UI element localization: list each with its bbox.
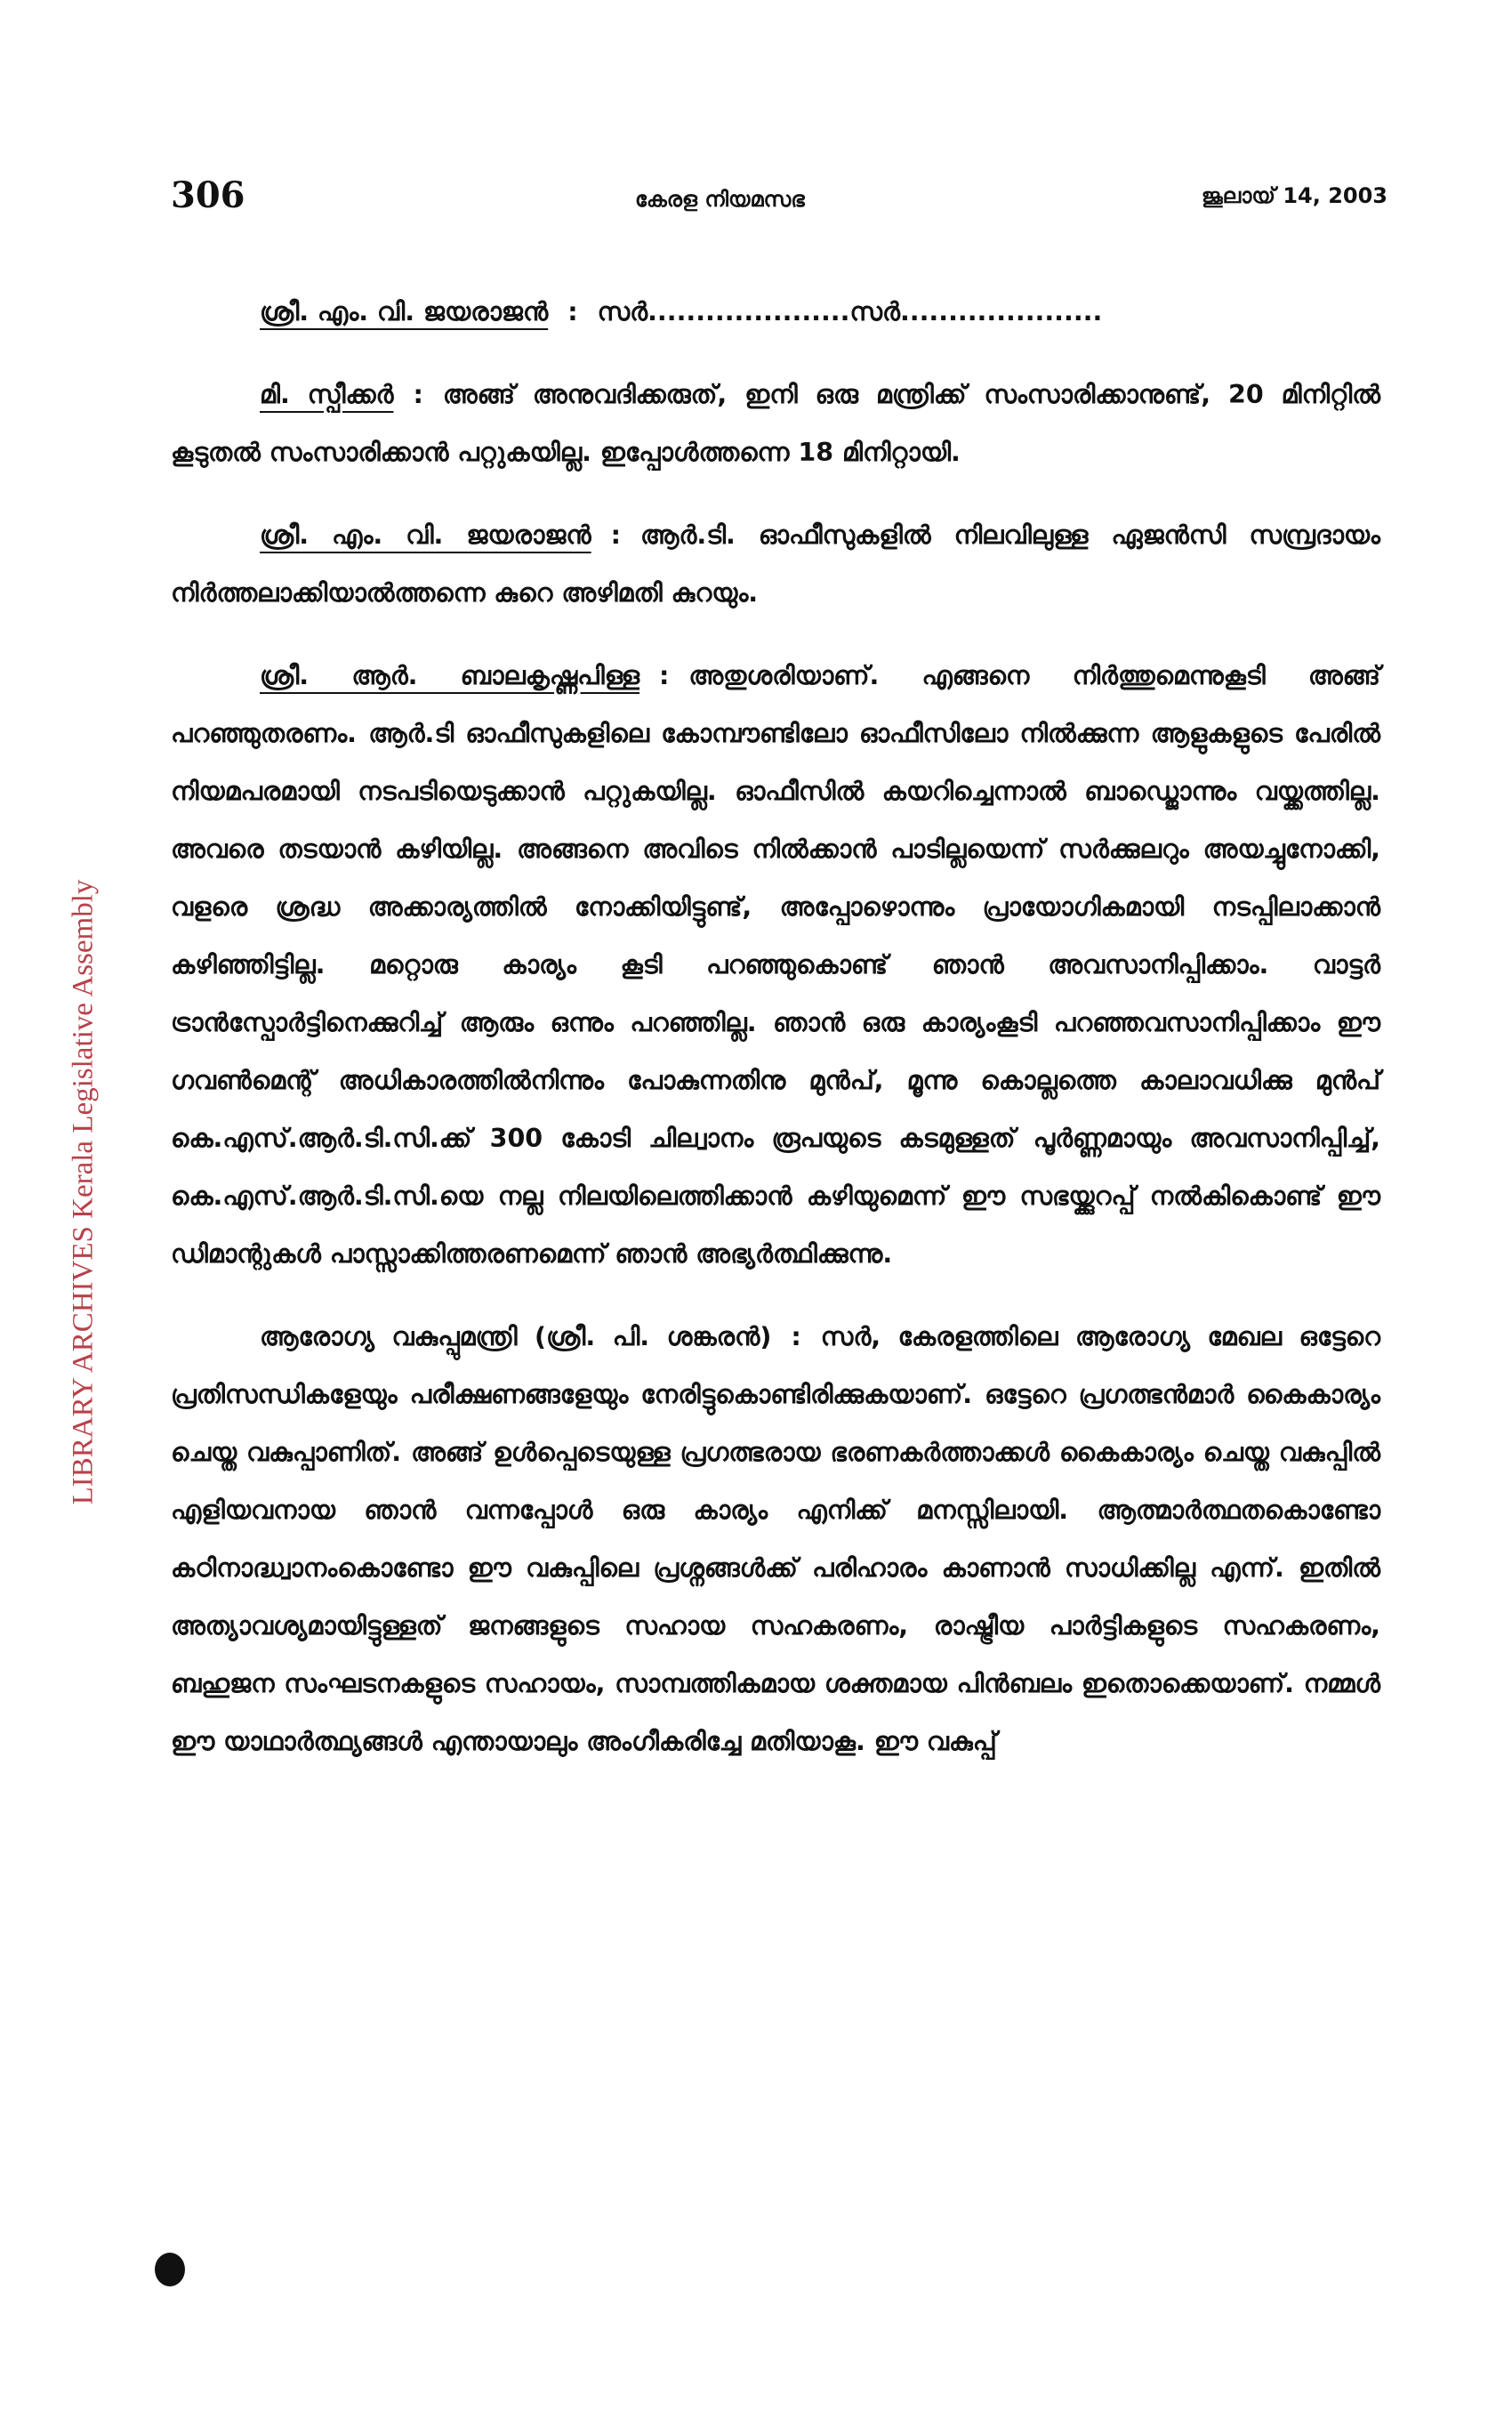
- paragraph-text: സർ.....................സർ.....................: [597, 297, 1103, 327]
- paragraph: [171, 647, 1380, 1283]
- speaker-colon: :: [567, 297, 578, 327]
- speaker-colon: :: [791, 1322, 801, 1351]
- header-title: കേരള നിയമസഭ: [635, 187, 805, 212]
- speaker-colon: :: [659, 661, 670, 690]
- speaker-name: ആരോഗ്യ വകുപ്പുമന്ത്രി (ശ്രീ. പി. ശങ്കരൻ): [260, 1322, 772, 1351]
- archive-watermark-text: LIBRARY ARCHIVES Kerala Legislative Assembly: [67, 879, 100, 1505]
- speaker-colon: :: [610, 520, 622, 550]
- speaker-name: ശ്രീ. എം. വി. ജയരാജൻ: [260, 297, 549, 327]
- paragraph: [171, 506, 1380, 622]
- speaker-name: മി. സ്പീക്കർ: [260, 380, 394, 409]
- proceedings-body: [171, 283, 1380, 1795]
- ink-dot: [155, 2253, 185, 2286]
- speaker-name: ശ്രീ. ആർ. ബാലകൃഷ്ണപിള്ള: [260, 661, 639, 690]
- paragraph-text: സർ, കേരളത്തിലെ ആരോഗ്യ മേഖല ഒട്ടേറെ പ്രതിസന്ധികളേയും പരീക്ഷണങ്ങളേയും നേരിട്ടുകൊണ്ടിരിക്കുകയാണ്. ഒട്ടേറെ പ്രഗത്ഭൻമാർ കൈകാര്യം ചെയ്ത വകുപ്പാണിത്. അങ്ങ് ഉൾപ്പെടെയുള്ള പ്രഗത്ഭരായ ഭരണകർത്താക്കൾ കൈകാര്യം ചെയ്ത വകുപ്പിൽ എളിയവനായ ഞാൻ വന്നപ്പോൾ ഒരു കാര്യം എനിക്ക് മനസ്സിലായി. ആത്മാർത്ഥതകൊണ്ടോ കഠിനാദ്ധ്വാനംകൊണ്ടോ ഈ വകുപ്പിലെ പ്രശ്നങ്ങൾക്ക് പരിഹാരം കാണാൻ സാധിക്കില്ല എന്ന്. ഇതിൽ അത്യാവശ്യമായിട്ടുള്ളത് ജനങ്ങളുടെ സഹായ സഹകരണം, രാഷ്ട്രീയ പാർട്ടികളുടെ സഹകരണം, ബഹുജന സംഘടനകളുടെ സഹായം, സാമ്പത്തികമായ ശക്തമായ പിൻബലം ഇതൊക്കെയാണ്. നമ്മൾ ഈ യാഥാർത്ഥ്യങ്ങൾ എന്തായാലും അംഗീകരിച്ചേ മതിയാകൂ. ഈ വകുപ്പ്: [171, 1322, 1380, 1756]
- paragraph: [171, 1308, 1380, 1770]
- speaker-name: ശ്രീ. എം. വി. ജയരാജൻ: [260, 520, 591, 550]
- header-date: ജൂലായ് 14, 2003: [1201, 183, 1387, 208]
- paragraph-text: അതുശരിയാണ്. എങ്ങനെ നിർത്തുമെന്നുകൂടി അങ്ങ് പറഞ്ഞുതരണം. ആർ.ടി ഓഫീസുകളിലെ കോമ്പൗണ്ടിലോ ഓഫീസിലോ നിൽക്കുന്ന ആളുകളുടെ പേരിൽ നിയമപരമായി നടപടിയെടുക്കാൻ പറ്റുകയില്ല. ഓഫീസിൽ കയറിച്ചെന്നാൽ ബാഡ്ജൊന്നും വയ്ക്കത്തില്ല. അവരെ തടയാൻ കഴിയില്ല. അങ്ങനെ അവിടെ നിൽക്കാൻ പാടില്ലയെന്ന് സർക്കുലറും അയച്ചുനോക്കി, വളരെ ശ്രദ്ധ അക്കാര്യത്തിൽ നോക്കിയിട്ടുണ്ട്, അപ്പോഴൊന്നും പ്രായോഗികമായി നടപ്പിലാക്കാൻ കഴിഞ്ഞിട്ടില്ല. മറ്റൊരു കാര്യം കൂടി പറഞ്ഞുകൊണ്ട് ഞാൻ അവസാനിപ്പിക്കാം. വാട്ടർ ട്രാൻസ്പോർട്ടിനെക്കുറിച്ച് ആരും ഒന്നും പറഞ്ഞില്ല. ഞാൻ ഒരു കാര്യംകൂടി പറഞ്ഞവസാനിപ്പിക്കാം ഈ ഗവൺമെന്റ് അധികാരത്തിൽനിന്നും പോകുന്നതിനു മുൻപ്, മൂന്നു കൊല്ലത്തെ കാലാവധിക്കു മുൻപ് കെ.എസ്.ആർ.ടി.സി.ക്ക് 300 കോടി ചില്വാനം രൂപയുടെ കടമുള്ളത് പൂർണ്ണമായും അവസാനിപ്പിച്ച്, കെ.എസ്.ആർ.ടി.സി.യെ നല്ല നിലയിലെത്തിക്കാൻ കഴിയുമെന്ന് ഈ സഭയ്ക്കുറപ്പ് നൽകികൊണ്ട് ഈ ഡിമാന്റുകൾ പാസ്സാക്കിത്തരണമെന്ന് ഞാൻ അഭ്യർത്ഥിക്കുന്നു.: [171, 661, 1380, 1269]
- page-header: [171, 174, 1387, 228]
- paragraph: [171, 283, 1380, 341]
- paragraph-text: ആർ.ടി. ഓഫീസുകളിൽ നിലവിലുള്ള ഏജൻസി സമ്പ്രദായം നിർത്തലാക്കിയാൽത്തന്നെ കുറെ അഴിമതി കുറയും.: [171, 520, 1381, 608]
- paragraph: [171, 366, 1380, 481]
- speaker-colon: :: [413, 380, 423, 409]
- paragraph-text: അങ്ങ് അനുവദിക്കരുത്, ഇനി ഒരു മന്ത്രിക്ക് സംസാരിക്കാനുണ്ട്, 20 മിനിറ്റിൽ കൂടുതൽ സംസാരിക്കാൻ പറ്റുകയില്ല. ഇപ്പോൾത്തന്നെ 18 മിനിറ്റായി.: [171, 380, 1380, 467]
- page-number: 306: [171, 174, 245, 216]
